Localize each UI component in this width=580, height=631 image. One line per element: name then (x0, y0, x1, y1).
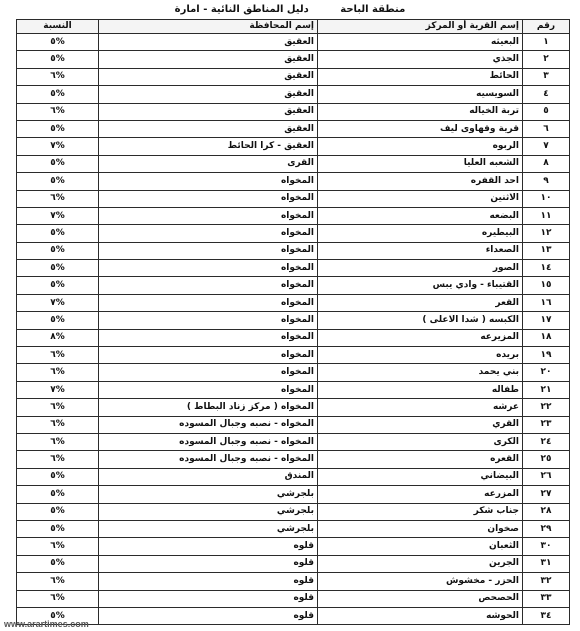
table-row (17, 468, 570, 485)
row-number: ٩ (523, 173, 570, 190)
governorate-name: المخواه - نصبه وجبال المسوده (99, 451, 318, 468)
table-row (17, 538, 570, 555)
title-region: منطقة الباحة (340, 4, 406, 15)
column-header-percentage: النسبة (17, 20, 99, 34)
village-name: البيطيره (318, 225, 523, 242)
column-header-number: رقم (523, 20, 570, 34)
row-number: ٣٢ (523, 573, 570, 590)
village-name: القعره (318, 451, 523, 468)
row-number: ١٣ (523, 242, 570, 259)
governorate-name: قلوه (99, 538, 318, 555)
percentage-value: %٦ (17, 538, 99, 555)
row-number: ١٠ (523, 190, 570, 207)
table-row (17, 173, 570, 190)
village-name: البيضاني (318, 468, 523, 485)
governorate-name: المخواه (99, 381, 318, 398)
governorate-name: المخواه ( مركز زناد البطاط ) (99, 399, 318, 416)
table-row (17, 433, 570, 450)
village-name: تربة الخياله (318, 103, 523, 120)
village-name: الحائط (318, 68, 523, 85)
row-number: ٣٤ (523, 607, 570, 624)
governorate-name: المخواه (99, 225, 318, 242)
percentage-value: %٥ (17, 260, 99, 277)
governorate-name: العقيق - كرا الحائط (99, 138, 318, 155)
row-number: ٢٢ (523, 399, 570, 416)
governorate-name: قلوه (99, 573, 318, 590)
row-number: ٢٠ (523, 364, 570, 381)
row-number: ٣١ (523, 555, 570, 572)
table-row (17, 520, 570, 537)
village-name: الحوشه (318, 607, 523, 624)
percentage-value: %٥ (17, 503, 99, 520)
row-number: ٢٨ (523, 503, 570, 520)
village-name: الثعبان (318, 538, 523, 555)
percentage-value: %٥ (17, 120, 99, 137)
village-name: القعر (318, 294, 523, 311)
percentage-value: %٥ (17, 86, 99, 103)
governorate-name: المخواه (99, 312, 318, 329)
governorate-name: المخواه - نصبه وجبال المسوده (99, 433, 318, 450)
row-number: ١٦ (523, 294, 570, 311)
percentage-value: %٦ (17, 416, 99, 433)
remote-areas-table (16, 19, 570, 625)
row-number: ٢٤ (523, 433, 570, 450)
percentage-value: %٥ (17, 312, 99, 329)
title-guide: دليل المناطق النائية - امارة (174, 4, 309, 15)
percentage-value: %٥ (17, 555, 99, 572)
village-name: الجرين (318, 555, 523, 572)
table-row (17, 329, 570, 346)
percentage-value: %٦ (17, 68, 99, 85)
table-row (17, 573, 570, 590)
table-row (17, 503, 570, 520)
row-number: ٢ (523, 51, 570, 68)
table-row (17, 86, 570, 103)
row-number: ٢٣ (523, 416, 570, 433)
governorate-name: المخواه (99, 260, 318, 277)
village-name: الاثنين (318, 190, 523, 207)
village-name: المزيرعه (318, 329, 523, 346)
village-name: بريده (318, 347, 523, 364)
governorate-name: المخواه (99, 347, 318, 364)
percentage-value: %٦ (17, 433, 99, 450)
village-name: الحزر - مخشوش (318, 573, 523, 590)
village-name: الكرى (318, 433, 523, 450)
percentage-value: %٥ (17, 277, 99, 294)
watermark-url: www.arartimes.com (4, 619, 89, 629)
governorate-name: المخواه (99, 277, 318, 294)
row-number: ١١ (523, 207, 570, 224)
row-number: ٢١ (523, 381, 570, 398)
table-row (17, 555, 570, 572)
percentage-value: %٥ (17, 155, 99, 172)
village-name: عرشه (318, 399, 523, 416)
row-number: ١٧ (523, 312, 570, 329)
row-number: ٣٣ (523, 590, 570, 607)
village-name: القتيباء - وادي يبس (318, 277, 523, 294)
village-name: الربوه (318, 138, 523, 155)
row-number: ٥ (523, 103, 570, 120)
percentage-value: %٥ (17, 607, 99, 624)
governorate-name: المخواه (99, 364, 318, 381)
village-name: الشعبه العليا (318, 155, 523, 172)
percentage-value: %٥ (17, 520, 99, 537)
table-row (17, 451, 570, 468)
percentage-value: %٥ (17, 34, 99, 51)
governorate-name: المخواه (99, 329, 318, 346)
village-name: البعيثه (318, 34, 523, 51)
row-number: ١٥ (523, 277, 570, 294)
table-row (17, 51, 570, 68)
table-row (17, 242, 570, 259)
table-header-row (17, 20, 570, 34)
table-row (17, 294, 570, 311)
column-header-governorate: إسم المحافظة (99, 20, 318, 34)
percentage-value: %٧ (17, 294, 99, 311)
table-row (17, 225, 570, 242)
village-name: القري (318, 416, 523, 433)
percentage-value: %٦ (17, 347, 99, 364)
row-number: ٢٥ (523, 451, 570, 468)
table-row (17, 364, 570, 381)
table-row (17, 155, 570, 172)
table-row (17, 416, 570, 433)
table-row (17, 190, 570, 207)
governorate-name: العقيق (99, 34, 318, 51)
percentage-value: %٦ (17, 590, 99, 607)
table-row (17, 68, 570, 85)
governorate-name: العقيق (99, 68, 318, 85)
table-row (17, 399, 570, 416)
row-number: ٤ (523, 86, 570, 103)
table-row (17, 34, 570, 51)
village-name: الصعداء (318, 242, 523, 259)
percentage-value: %٦ (17, 190, 99, 207)
village-name: الجذي (318, 51, 523, 68)
percentage-value: %٥ (17, 173, 99, 190)
village-name: المزرعه (318, 486, 523, 503)
governorate-name: قلوه (99, 555, 318, 572)
governorate-name: بلجرشي (99, 486, 318, 503)
village-name: احد القفره (318, 173, 523, 190)
percentage-value: %٦ (17, 451, 99, 468)
percentage-value: %٧ (17, 381, 99, 398)
table-row (17, 607, 570, 624)
row-number: ٧ (523, 138, 570, 155)
page-title (0, 4, 580, 15)
governorate-name: بلجرشي (99, 520, 318, 537)
village-name: صخوان (318, 520, 523, 537)
row-number: ١٤ (523, 260, 570, 277)
percentage-value: %٥ (17, 242, 99, 259)
village-name: الحصحص (318, 590, 523, 607)
table-row (17, 381, 570, 398)
percentage-value: %٦ (17, 103, 99, 120)
governorate-name: المخواه (99, 190, 318, 207)
governorate-name: العقيق (99, 86, 318, 103)
percentage-value: %٥ (17, 486, 99, 503)
row-number: ١ (523, 34, 570, 51)
village-name: قرية وقهاوى ليف (318, 120, 523, 137)
table-row (17, 260, 570, 277)
table-row (17, 138, 570, 155)
governorate-name: المخواه - نصبه وجبال المسوده (99, 416, 318, 433)
row-number: ١٩ (523, 347, 570, 364)
governorate-name: قلوه (99, 590, 318, 607)
percentage-value: %٥ (17, 225, 99, 242)
table-row (17, 120, 570, 137)
table-row (17, 207, 570, 224)
village-name: السويسيه (318, 86, 523, 103)
village-name: جناب شكر (318, 503, 523, 520)
row-number: ٣ (523, 68, 570, 85)
percentage-value: %٧ (17, 207, 99, 224)
governorate-name: المندق (99, 468, 318, 485)
percentage-value: %٦ (17, 573, 99, 590)
row-number: ٢٧ (523, 486, 570, 503)
governorate-name: المخواه (99, 242, 318, 259)
governorate-name: القرى (99, 155, 318, 172)
row-number: ٦ (523, 120, 570, 137)
row-number: ١٢ (523, 225, 570, 242)
row-number: ٣٠ (523, 538, 570, 555)
table-row (17, 590, 570, 607)
governorate-name: قلوه (99, 607, 318, 624)
percentage-value: %٧ (17, 138, 99, 155)
governorate-name: المخواه (99, 173, 318, 190)
percentage-value: %٥ (17, 468, 99, 485)
column-header-village: إسم القرية أو المركز (318, 20, 523, 34)
governorate-name: المخواه (99, 294, 318, 311)
table-row (17, 486, 570, 503)
table-row (17, 347, 570, 364)
table-body (17, 34, 570, 625)
table-row (17, 103, 570, 120)
village-name: بني يحمد (318, 364, 523, 381)
village-name: البضعه (318, 207, 523, 224)
row-number: ٢٩ (523, 520, 570, 537)
percentage-value: %٦ (17, 364, 99, 381)
row-number: ١٨ (523, 329, 570, 346)
table-row (17, 277, 570, 294)
village-name: الصور (318, 260, 523, 277)
governorate-name: بلجرشي (99, 503, 318, 520)
row-number: ٨ (523, 155, 570, 172)
row-number: ٢٦ (523, 468, 570, 485)
percentage-value: %٥ (17, 51, 99, 68)
percentage-value: %٨ (17, 329, 99, 346)
village-name: طفاله (318, 381, 523, 398)
village-name: الكبسه ( شدا الاعلى ) (318, 312, 523, 329)
percentage-value: %٦ (17, 399, 99, 416)
table-row (17, 312, 570, 329)
governorate-name: العقيق (99, 51, 318, 68)
governorate-name: المخواه (99, 207, 318, 224)
governorate-name: العقيق (99, 103, 318, 120)
governorate-name: العقيق (99, 120, 318, 137)
